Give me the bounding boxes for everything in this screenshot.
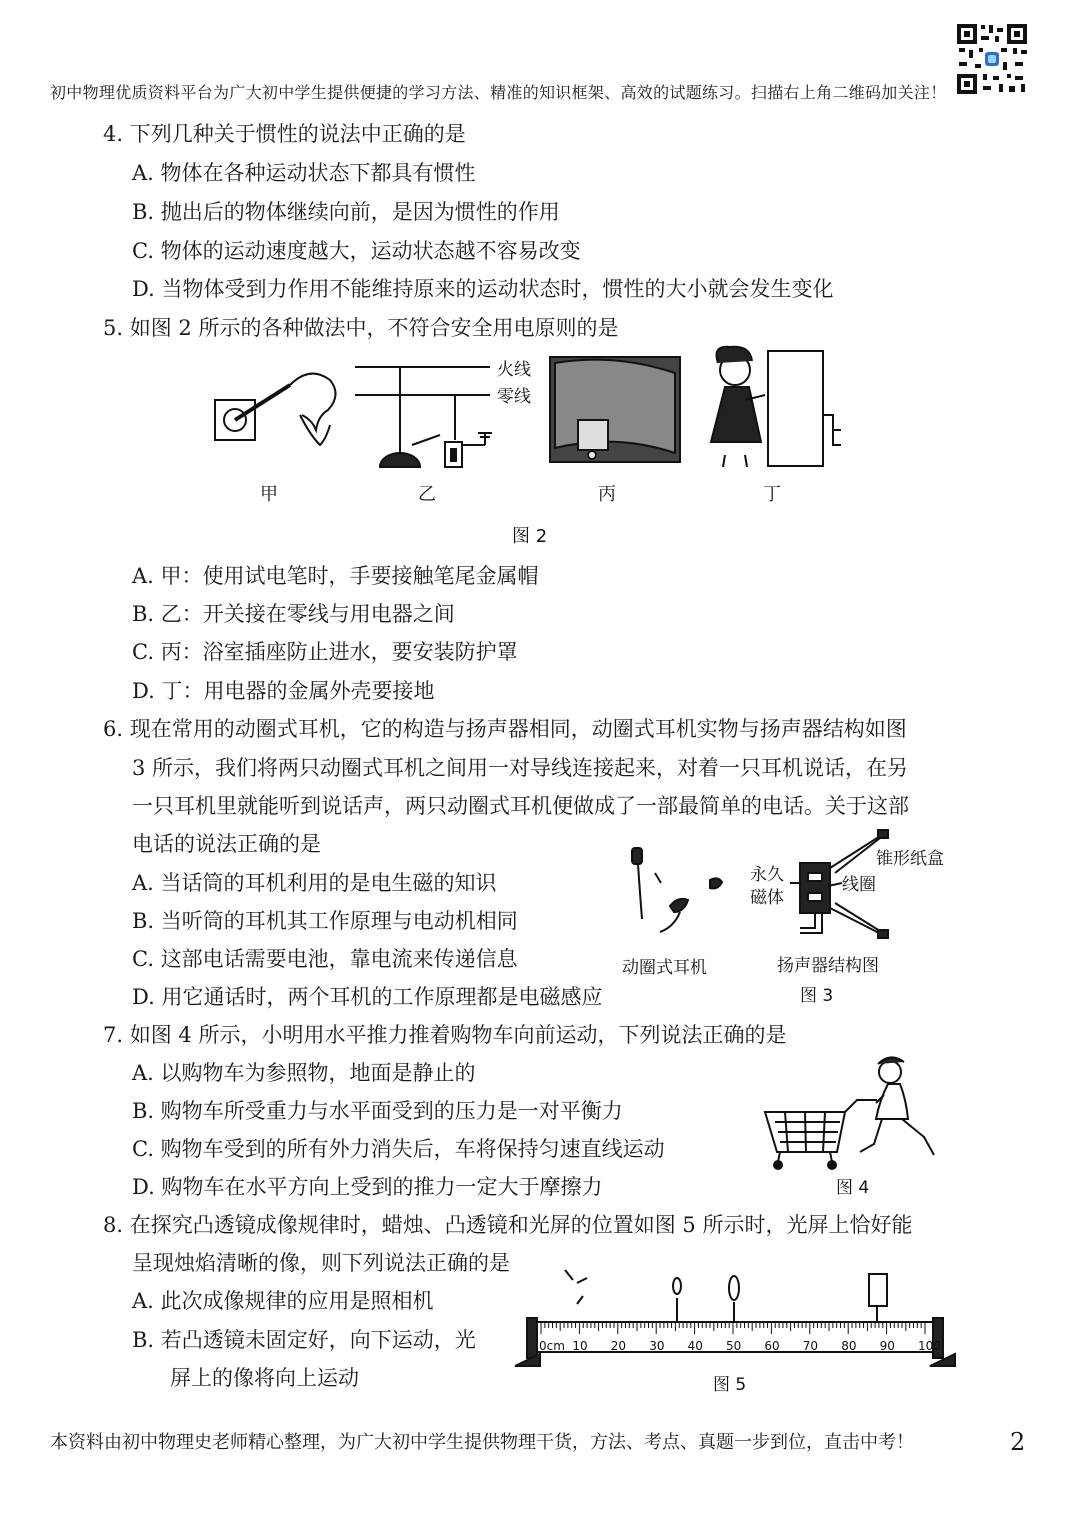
option-letter: B. <box>132 909 155 933</box>
question-6-stem-line-2: 3 所示，我们将两只动圈式耳机之间用一对导线连接起来，对着一只耳机说话，在另 <box>132 756 909 780</box>
option-text: 这部电话需要电池，靠电流来传递信息 <box>160 947 518 971</box>
ruler-tick-label: 80 <box>841 1339 857 1353</box>
question-8-stem-line-2: 呈现烛焰清晰的像，则下列说法正确的是 <box>132 1251 510 1275</box>
option-letter: D. <box>132 985 155 1009</box>
figure-3-left-caption: 动圈式耳机 <box>622 958 707 978</box>
test-pen-illustration <box>215 374 336 445</box>
question-7-stem <box>103 1019 786 1049</box>
question-8-option-b-cont: 屏上的像将向上运动 <box>170 1366 359 1390</box>
wire-label-live: 火线 <box>497 360 531 380</box>
option-letter: B. <box>132 200 155 224</box>
figure-4 <box>760 1050 960 1200</box>
question-6-option-c[interactable] <box>132 943 518 973</box>
figure-3 <box>610 828 960 1008</box>
option-letter: D. <box>132 679 155 703</box>
question-5-stem <box>103 312 618 342</box>
option-text: 乙：开关接在零线与用电器之间 <box>160 602 455 626</box>
figure-5-caption: 图 5 <box>713 1375 747 1395</box>
question-4-option-b[interactable] <box>132 196 560 226</box>
ruler-tick-label: 100 <box>918 1339 941 1353</box>
option-text: 丁：用电器的金属外壳要接地 <box>161 679 435 703</box>
option-text: 此次成像规律的应用是照相机 <box>160 1289 434 1313</box>
question-7-option-b[interactable] <box>132 1095 623 1125</box>
option-text: 当物体受到力作用不能维持原来的运动状态时，惯性的大小就会发生变化 <box>161 277 834 301</box>
question-6-stem-line-3: 一只耳机里就能听到说话声，两只动圈式耳机便做成了一部最简单的电话。关于这部 <box>132 794 909 818</box>
question-5-option-a[interactable] <box>132 560 539 590</box>
question-8-option-b[interactable] <box>132 1324 476 1354</box>
question-4-stem <box>103 118 466 148</box>
option-text: 物体在各种运动状态下都具有惯性 <box>160 161 476 185</box>
question-5-option-c[interactable] <box>132 636 518 666</box>
question-8-option-a[interactable] <box>132 1285 434 1315</box>
option-letter: C. <box>132 640 154 664</box>
question-6-option-a[interactable] <box>132 867 497 897</box>
ruler-tick-label: 40 <box>687 1339 703 1353</box>
option-letter: B. <box>132 602 155 626</box>
option-letter: C. <box>132 1137 154 1161</box>
question-4-option-a[interactable] <box>132 157 476 187</box>
question-8-stem-line-1 <box>103 1209 912 1239</box>
option-text: 购物车受到的所有外力消失后，车将保持匀速直线运动 <box>160 1137 665 1161</box>
ruler-tick-label: 50 <box>726 1339 742 1353</box>
question-text: 在探究凸透镜成像规律时，蜡烛、凸透镜和光屏的位置如图 5 所示时，光屏上恰好能 <box>129 1213 913 1237</box>
question-number: 8. <box>103 1213 124 1237</box>
option-text: 当听筒的耳机其工作原理与电动机相同 <box>160 909 518 933</box>
socket-cover-illustration <box>550 357 680 462</box>
option-text: 甲：使用试电笔时，手要接触笔尾金属帽 <box>160 564 539 588</box>
wiring-illustration <box>355 367 492 467</box>
option-text: 抛出后的物体继续向前，是因为惯性的作用 <box>160 200 560 224</box>
question-4-option-c[interactable] <box>132 235 581 265</box>
ruler-tick-label: 30 <box>649 1339 665 1353</box>
question-text: 下列几种关于惯性的说法中正确的是 <box>129 122 466 146</box>
question-text: 如图 4 所示，小明用水平推力推着购物车向前运动，下列说法正确的是 <box>129 1023 787 1047</box>
shopping-cart-illustration <box>765 1100 877 1169</box>
boy-pushing-illustration <box>860 1057 934 1155</box>
wire-label-neutral: 零线 <box>497 387 531 407</box>
question-4-option-d[interactable] <box>132 273 833 303</box>
page-number: 2 <box>1010 1428 1026 1456</box>
option-letter: C. <box>132 239 154 263</box>
option-letter: C. <box>132 947 154 971</box>
option-letter: A. <box>132 1061 154 1085</box>
ruler-tick-label: 0cm <box>539 1339 565 1353</box>
option-letter: B. <box>132 1099 155 1123</box>
option-letter: D. <box>132 1175 155 1199</box>
label-cone: 锥形纸盒 <box>876 849 944 869</box>
question-text: 如图 2 所示的各种做法中，不符合安全用电原则的是 <box>129 316 619 340</box>
option-text: 购物车所受重力与水平面受到的压力是一对平衡力 <box>160 1099 623 1123</box>
label-magnet-1: 永久 <box>750 865 784 885</box>
question-6-option-d[interactable] <box>132 981 602 1011</box>
label-coil: 线圈 <box>842 875 876 895</box>
ruler-tick-label: 90 <box>879 1339 895 1353</box>
question-5-option-d[interactable] <box>132 675 434 705</box>
question-7-option-d[interactable] <box>132 1171 602 1201</box>
option-letter: A. <box>132 564 154 588</box>
option-letter: A. <box>132 871 154 895</box>
figure-3-right-caption: 扬声器结构图 <box>777 956 879 976</box>
earphone-illustration <box>632 848 722 932</box>
question-5-option-b[interactable] <box>132 598 455 628</box>
question-7-option-c[interactable] <box>132 1133 665 1163</box>
ruler-tick-label: 20 <box>610 1339 627 1353</box>
figure-label-bing: 丙 <box>598 484 616 505</box>
figure-2-caption: 图 2 <box>512 526 548 545</box>
option-text: 购物车在水平方向上受到的推力一定大于摩擦力 <box>161 1175 603 1199</box>
option-text: 用它通话时，两个耳机的工作原理都是电磁感应 <box>161 985 603 1009</box>
question-number: 5. <box>103 316 124 340</box>
option-letter: A. <box>132 1289 154 1313</box>
qr-code-icon[interactable] <box>955 22 1029 96</box>
question-number: 7. <box>103 1023 124 1047</box>
option-letter: B. <box>132 1328 155 1352</box>
ruler-tick-label: 70 <box>802 1339 819 1353</box>
option-text: 若凸透镜未固定好，向下运动，光 <box>160 1328 476 1352</box>
option-text: 丙：浴室插座防止进水，要安装防护罩 <box>160 640 518 664</box>
figure-4-caption: 图 4 <box>836 1178 870 1198</box>
figure-5 <box>505 1258 965 1398</box>
option-text: 物体的运动速度越大，运动状态越不容易改变 <box>160 239 581 263</box>
option-text: 以购物车为参照物，地面是静止的 <box>160 1061 476 1085</box>
figure-3-caption: 图 3 <box>800 986 834 1006</box>
option-letter: A. <box>132 161 154 185</box>
figure-label-ding: 丁 <box>763 484 781 505</box>
footer-text: 本资料由初中物理史老师精心整理，为广大初中学生提供物理干货，方法、考点、真题一步到位，直击中考！ <box>50 1432 914 1453</box>
question-number: 6. <box>103 717 124 741</box>
question-6-option-b[interactable] <box>132 905 518 935</box>
ruler-tick-label: 60 <box>764 1339 780 1353</box>
option-letter: D. <box>132 277 155 301</box>
question-6-stem-line-1 <box>103 713 907 743</box>
question-number: 4. <box>103 122 124 146</box>
option-text: 当话筒的耳机利用的是电生磁的知识 <box>160 871 497 895</box>
girl-appliance-illustration <box>711 347 841 467</box>
header-banner: 初中物理优质资料平台为广大初中学生提供便捷的学习方法、精准的知识框架、高效的试题练习。扫描右上角二维码加关注！ <box>50 83 947 102</box>
figure-2 <box>200 345 860 545</box>
question-text: 现在常用的动圈式耳机，它的构造与扬声器相同，动圈式耳机实物与扬声器结构如图 <box>129 717 907 741</box>
figure-label-jia: 甲 <box>260 484 278 505</box>
figure-label-yi: 乙 <box>418 484 436 505</box>
label-magnet-2: 磁体 <box>750 888 784 908</box>
question-7-option-a[interactable] <box>132 1057 476 1087</box>
question-6-stem-line-4: 电话的说法正确的是 <box>132 832 321 856</box>
ruler-tick-label: 10 <box>572 1339 588 1353</box>
